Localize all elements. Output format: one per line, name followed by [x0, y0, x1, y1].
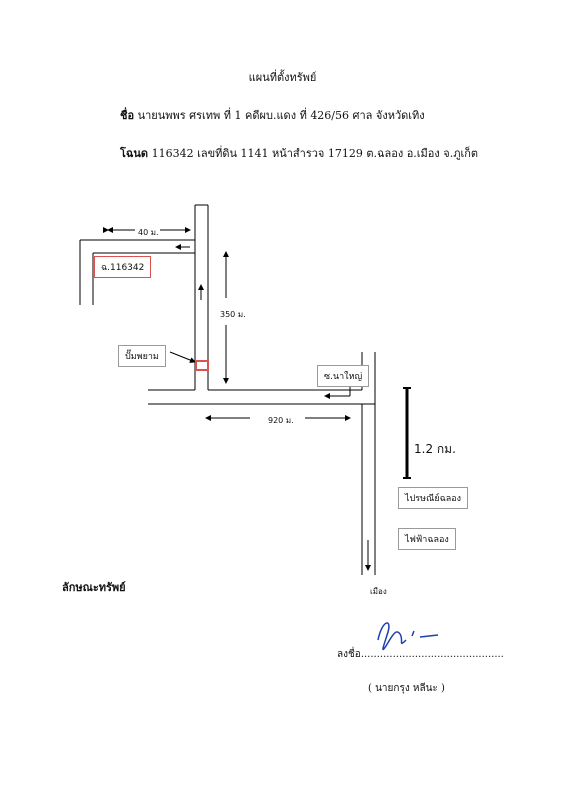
- sign-label: ลงชื่อ: [337, 649, 361, 660]
- deed-text: 116342 เลขที่ดิน 1141 หน้าสำรวจ 17129 ต.ฉลอง อ.เมือง จ.ภูเก็ต: [151, 147, 479, 160]
- dist-vertical-label: 350 ม.: [220, 310, 246, 319]
- owner-text: นายนพพร ศรเทพ ที่ 1 คดีผบ.แดง ที่ 426/56 ศาล จังหวัดเทิง: [137, 109, 425, 122]
- power-office-label: ไฟฟ้าฉลอง: [398, 528, 456, 550]
- dist-top-label: 40 ม.: [138, 228, 159, 237]
- owner-label: ชื่อ: [120, 109, 135, 122]
- signature-scribble: [378, 623, 438, 649]
- signature-line: ลงชื่อ.............................................: [337, 649, 504, 660]
- handwritten-distance: 1.2 กม.: [414, 442, 456, 456]
- direction-label: เมือง: [370, 587, 387, 596]
- parcel-label: ฉ.116342: [94, 256, 151, 278]
- gas-station-label: ปั๊มพยาม: [118, 345, 166, 367]
- property-label: ลักษณะทรัพย์: [62, 581, 126, 594]
- soi-label: ซ.นาใหญ่: [317, 365, 369, 387]
- post-office-label: ไปรษณีย์ฉลอง: [398, 487, 468, 509]
- deed-label: โฉนด: [120, 147, 149, 160]
- property-marker: [196, 361, 208, 370]
- document-title: แผนที่ตั้งทรัพย์: [248, 71, 317, 84]
- signer-name: ( นายกรุง หลีนะ ): [368, 683, 445, 694]
- dist-horizontal-label: 920 ม.: [268, 416, 294, 425]
